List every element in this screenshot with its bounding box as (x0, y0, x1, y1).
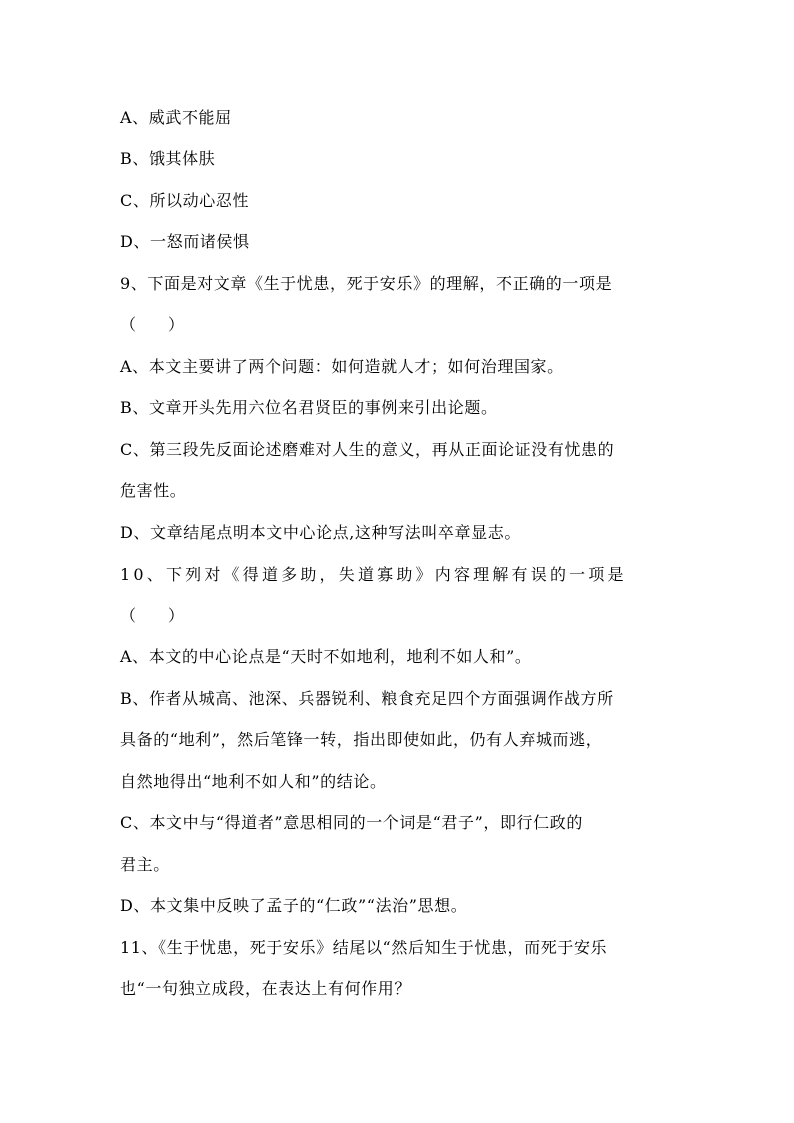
q9-answer-blank: （ ） (120, 315, 185, 334)
q10-option-d: D、本文集中反映了孟子的“仁政”“法治”思想。 (120, 896, 468, 915)
q8-option-a: A、威武不能屈 (120, 108, 232, 127)
q8-option-b: B、饿其体肤 (120, 149, 216, 168)
q10-answer-blank: （ ） (120, 606, 185, 625)
q10-option-b-continued-2: 自然地得出“地利不如人和”的结论。 (120, 772, 387, 791)
q10-option-c: C、本文中与“得道者”意思相同的一个词是“君子”，即行仁政的 (120, 813, 583, 832)
q8-option-d: D、一怒而诸侯惧 (120, 232, 250, 251)
q10-option-b: B、作者从城高、池深、兵器锐利、粮食充足四个方面强调作战方所 (120, 689, 614, 708)
q10-option-a: A、本文的中心论点是“天时不如地利，地利不如人和”。 (120, 647, 532, 666)
q9-option-c: C、第三段先反面论述磨难对人生的意义，再从正面论证没有忧患的 (120, 440, 615, 459)
q11-stem-continued: 也“一句独立成段，在表达上有何作用？ (120, 979, 411, 998)
q9-stem: 9、下面是对文章《生于忧患，死于安乐》的理解，不正确的一项是 (120, 274, 613, 293)
q10-stem: 10、下列对《得道多助，失道寡助》内容理解有误的一项是 (120, 565, 627, 584)
q8-option-c: C、所以动心忍性 (120, 191, 250, 210)
q10-option-b-continued-1: 具备的“地利”，然后笔锋一转，指出即使如此，仍有人弃城而逃， (120, 730, 603, 749)
q11-stem: 11、《生于忧患，死于安乐》结尾以“然后知生于忧患，而死于安乐 (120, 938, 608, 957)
q9-option-c-continued: 危害性。 (120, 481, 187, 500)
q9-option-d: D、文章结尾点明本文中心论点,这种写法叫卒章显志。 (120, 523, 521, 542)
q9-option-a: A、本文主要讲了两个问题：如何造就人才；如何治理国家。 (120, 357, 564, 376)
q9-option-b: B、文章开头先用六位名君贤臣的事例来引出论题。 (120, 398, 498, 417)
q10-option-c-continued: 君主。 (120, 855, 170, 874)
